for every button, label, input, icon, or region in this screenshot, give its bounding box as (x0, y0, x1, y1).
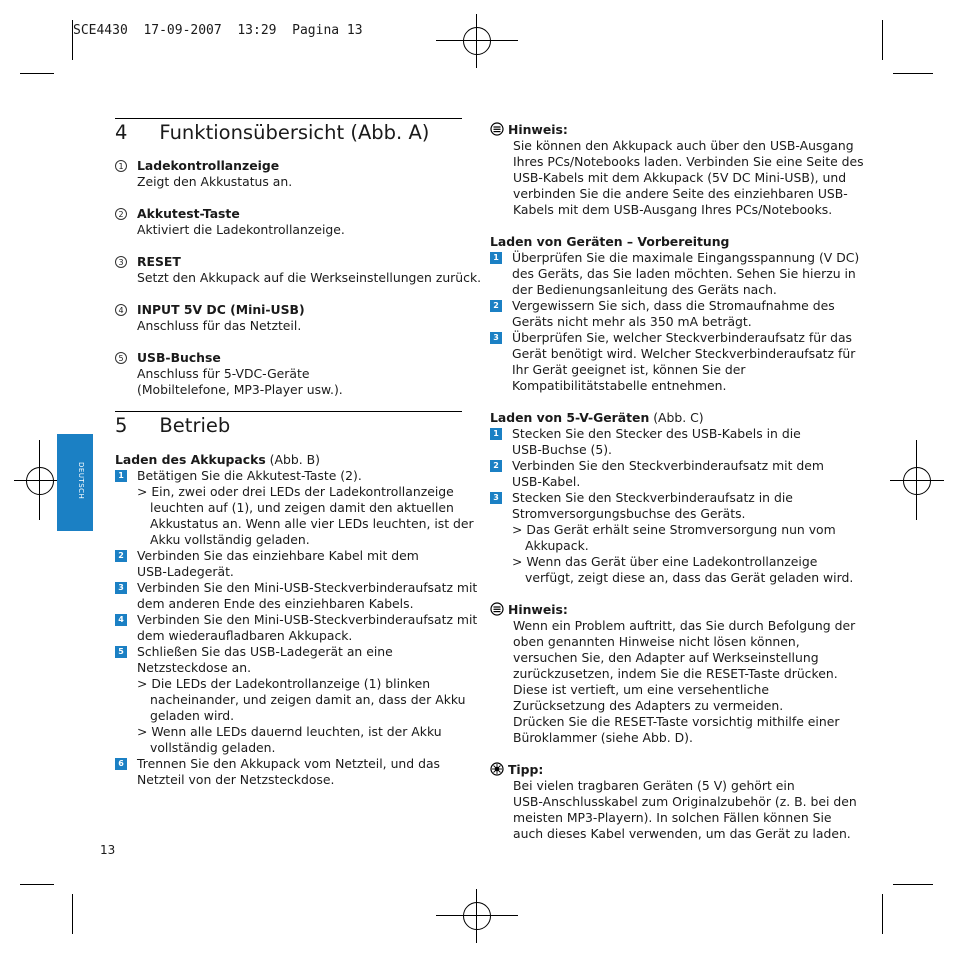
step-item (490, 458, 840, 490)
step-result (490, 522, 840, 554)
body-line: Diese ist vertieft, um eine versehentliche (513, 682, 770, 697)
feature-number-badge: 5 (115, 352, 127, 364)
feature-item (115, 254, 482, 286)
feature-item (115, 350, 465, 398)
step-text: Überprüfen Sie die maximale Eingangsspannung (V DC) (512, 250, 860, 265)
step-number-badge: 2 (490, 460, 502, 472)
feature-list (115, 158, 482, 398)
body-line: versuchen Sie, den Adapter auf Werkseinstellung (513, 650, 819, 665)
feature-label: Akkutest-Taste (137, 206, 240, 221)
step-text: Vergewissern Sie sich, dass die Stromaufnahme des (512, 298, 835, 313)
step-number-badge: 6 (115, 758, 127, 770)
crop-mark (893, 884, 933, 885)
step-number-badge: 5 (115, 646, 127, 658)
step-item (115, 612, 478, 644)
step-text: USB-Ladegerät. (137, 564, 234, 579)
step-item (490, 330, 856, 394)
feature-description: Anschluss für das Netzteil. (137, 318, 302, 333)
step-number-badge: 3 (490, 332, 502, 344)
crop-mark (20, 884, 54, 885)
feature-description: (Mobiltelefone, MP3-Player usw.). (137, 382, 343, 397)
step-text: dem anderen Ende des einziehbaren Kabels. (137, 596, 414, 611)
step-text: Verbinden Sie den Mini-USB-Steckverbinderaufsatz mit (137, 580, 478, 595)
body-line: meisten MP3-Playern). In solchen Fällen können Sie (513, 810, 832, 825)
feature-description: Setzt den Akkupack auf die Werkseinstellungen zurück. (137, 270, 482, 285)
body-line: Zurücksetzung des Adapters zu vermeiden. (513, 698, 784, 713)
step-result (115, 724, 465, 756)
step-item (115, 548, 465, 580)
step-text: > Wenn alle LEDs dauernd leuchten, ist der Akku (137, 724, 442, 739)
step-text: Kompatibilitätstabelle entnehmen. (512, 378, 727, 393)
page-number: 13 (100, 843, 116, 857)
step-item (490, 490, 840, 522)
step-item (490, 298, 840, 330)
section-4-heading: 4 Funktionsübersicht (Abb. A) (115, 121, 430, 144)
step-number-badge: 1 (490, 252, 502, 264)
step-text: vollständig geladen. (150, 740, 276, 755)
feature-label: Ladekontrollanzeige (137, 158, 280, 173)
feature-item (115, 302, 465, 334)
step-item (115, 580, 478, 612)
load5v-steps (490, 426, 854, 586)
step-number-badge: 1 (490, 428, 502, 440)
body-line: USB-Anschlusskabel zum Originalzubehör (z. B. bei den (513, 794, 857, 809)
feature-item (115, 206, 465, 238)
step-text: USB-Kabel. (512, 474, 581, 489)
feature-number-badge: 2 (115, 208, 127, 220)
body-line: Ihres PCs/Notebooks laden. Verbinden Sie eine Seite des (513, 154, 864, 169)
step-text: Verbinden Sie den Mini-USB-Steckverbinderaufsatz mit (137, 612, 478, 627)
note-icon (490, 122, 504, 136)
body-line: auch dieses Kabel verwenden, um das Gerät zu laden. (513, 826, 851, 841)
crop-mark (882, 20, 883, 60)
tip-heading: Tipp: (490, 762, 840, 778)
step-item (115, 644, 465, 676)
step-result (115, 676, 465, 724)
body-line: Büroklammer (siehe Abb. D). (513, 730, 693, 745)
note-heading: Hinweis: (490, 122, 840, 138)
step-text: Akkupack. (525, 538, 589, 553)
step-number-badge: 2 (490, 300, 502, 312)
step-text: > Wenn das Gerät über eine Ladekontrollanzeige (512, 554, 818, 569)
feature-item (115, 158, 465, 190)
step-text: dem wiederaufladbaren Akkupack. (137, 628, 353, 643)
step-text: > Ein, zwei oder drei LEDs der Ladekontrollanzeige (137, 484, 454, 499)
step-text: > Die LEDs der Ladekontrollanzeige (1) blinken (137, 676, 431, 691)
step-text: verfügt, zeigt diese an, dass das Gerät geladen wird. (525, 570, 854, 585)
step-text: geladen wird. (150, 708, 235, 723)
subheading: Laden des Akkupacks (Abb. B) (115, 452, 320, 467)
tip-icon (490, 762, 504, 776)
right-column (490, 122, 864, 842)
body-line: Sie können den Akkupack auch über den USB-Ausgang (513, 138, 854, 153)
crop-mark (72, 894, 73, 934)
section-rule (115, 411, 462, 412)
note-heading: Hinweis: (490, 602, 840, 618)
operation-section (115, 452, 478, 788)
feature-number-badge: 4 (115, 304, 127, 316)
step-number-badge: 3 (490, 492, 502, 504)
step-text: Stecken Sie den Stecker des USB-Kabels in die (512, 426, 801, 441)
step-text: Betätigen Sie die Akkutest-Taste (2). (137, 468, 362, 483)
crop-mark (893, 73, 933, 74)
note-icon (490, 602, 504, 616)
feature-description: Anschluss für 5-VDC-Geräte (137, 366, 310, 381)
step-text: Schließen Sie das USB-Ladegerät an eine (137, 644, 393, 659)
body-line: verbinden Sie die andere Seite des einziehbaren USB- (513, 186, 848, 201)
feature-label: RESET (137, 254, 181, 269)
step-number-badge: 3 (115, 582, 127, 594)
body-line: Kabels mit dem USB-Ausgang Ihres PCs/Notebooks. (513, 202, 833, 217)
section-5-heading: 5 Betrieb (115, 414, 231, 437)
tip-body (490, 778, 857, 842)
body-line: oben genannten Hinweise nicht lösen können, (513, 634, 800, 649)
section-rule (115, 118, 462, 119)
note-body (490, 618, 856, 746)
step-number-badge: 1 (115, 470, 127, 482)
prep-heading: Laden von Geräten – Vorbereitung (490, 234, 730, 249)
crop-mark (20, 73, 54, 74)
body-line: Bei vielen tragbaren Geräten (5 V) gehört ein (513, 778, 795, 793)
step-text: Stecken Sie den Steckverbinderaufsatz in die (512, 490, 793, 505)
prep-steps (490, 250, 860, 394)
step-text: Verbinden Sie den Steckverbinderaufsatz mit dem (512, 458, 824, 473)
language-tab-label: DEUTSCH (77, 462, 85, 500)
step-item (115, 756, 465, 788)
body-line: zurückzusetzen, indem Sie die RESET-Taste drücken. (513, 666, 838, 681)
step-item (490, 250, 860, 298)
step-number-badge: 4 (115, 614, 127, 626)
step-text: Verbinden Sie das einziehbare Kabel mit dem (137, 548, 419, 563)
step-text: Stromversorgungsbuchse des Geräts. (512, 506, 746, 521)
step-text: Netzteil von der Netzsteckdose. (137, 772, 335, 787)
step-text: Gerät benötigt wird. Welcher Steckverbinderaufsatz für (512, 346, 856, 361)
load5v-heading: Laden von 5-V-Geräten (Abb. C) (490, 410, 704, 425)
charge-steps (115, 468, 478, 788)
feature-description: Zeigt den Akkustatus an. (137, 174, 293, 189)
step-text: leuchten auf (1), und zeigen damit den aktuellen (150, 500, 454, 515)
step-text: der Bedienungsanleitung des Geräts nach. (512, 282, 777, 297)
step-number-badge: 2 (115, 550, 127, 562)
feature-number-badge: 3 (115, 256, 127, 268)
crop-mark (882, 894, 883, 934)
print-header: SCE4430 17-09-2007 13:29 Pagina 13 (73, 23, 363, 38)
feature-items (115, 158, 482, 398)
feature-label: INPUT 5V DC (Mini-USB) (137, 302, 305, 317)
step-text: Ihr Gerät geeignet ist, können Sie der (512, 362, 746, 377)
step-text: Überprüfen Sie, welcher Steckverbinderaufsatz für das (512, 330, 853, 345)
step-text: Geräts nicht mehr als 350 mA beträgt. (512, 314, 752, 329)
step-text: Trennen Sie den Akkupack vom Netzteil, und das (137, 756, 440, 771)
body-line: Drücken Sie die RESET-Taste vorsichtig mithilfe einer (513, 714, 840, 729)
step-text: Akkustatus an. Wenn alle vier LEDs leuchten, ist der (150, 516, 474, 531)
crop-mark (72, 20, 73, 60)
body-line: Wenn ein Problem auftritt, das Sie durch Befolgung der (513, 618, 856, 633)
feature-description: Aktiviert die Ladekontrollanzeige. (137, 222, 345, 237)
step-item (115, 468, 465, 484)
body-line: USB-Kabels mit dem Akkupack (5V DC Mini-USB), und (513, 170, 847, 185)
step-text: des Geräts, das Sie laden möchten. Sehen Sie hierzu in (512, 266, 856, 281)
note-body (490, 138, 864, 218)
feature-number-badge: 1 (115, 160, 127, 172)
step-text: Akku vollständig geladen. (150, 532, 310, 547)
step-text: Netzsteckdose an. (137, 660, 252, 675)
step-result (490, 554, 854, 586)
step-text: > Das Gerät erhält seine Stromversorgung nun vom (512, 522, 836, 537)
step-text: nacheinander, und zeigen damit an, dass der Akku (150, 692, 466, 707)
step-result (115, 484, 474, 548)
step-text: USB-Buchse (5). (512, 442, 612, 457)
feature-label: USB-Buchse (137, 350, 221, 365)
step-item (490, 426, 840, 458)
